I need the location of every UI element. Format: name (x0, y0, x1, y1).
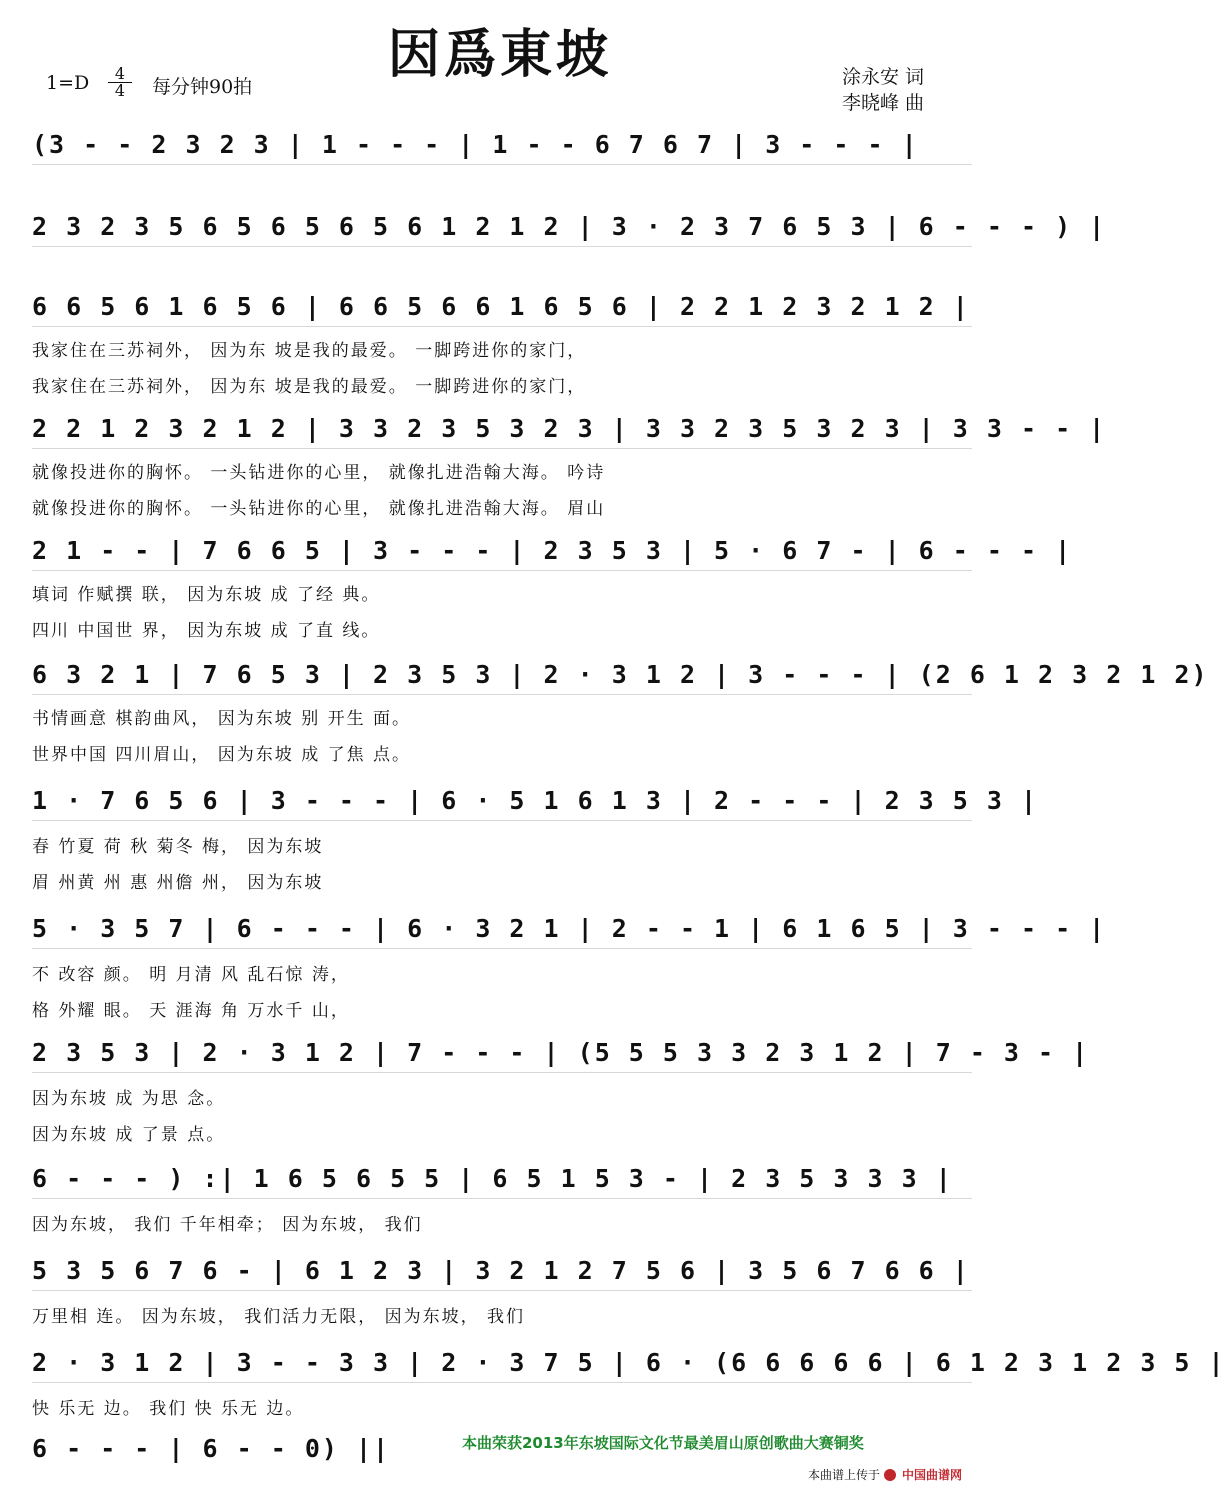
meter-top: 4 (108, 66, 132, 83)
song-title: 因爲東坡 (387, 24, 612, 85)
lyric-line: 快 乐无 边。 我们 快 乐无 边。 (32, 1399, 305, 1419)
tempo-marking: 每分钟90拍 (152, 76, 253, 98)
lyric-verse-1: 不 改容 颜。 明 月清 风 乱石惊 涛， (32, 965, 350, 985)
lyric-verse-1: 填词 作赋撰 联， 因为东坡 成 了经 典。 (32, 585, 381, 605)
time-signature (108, 66, 132, 99)
award-note: 本曲荣获2013年东坡国际文化节最美眉山原创歌曲大赛铜奖 (462, 1434, 864, 1452)
lyric-verse-2: 眉 州黄 州 惠 州儋 州， 因为东坡 (32, 873, 324, 893)
lyric-line: 万里相 连。 因为东坡， 我们活力无限， 因为东坡， 我们 (32, 1307, 526, 1327)
lyric-line: 因为东坡， 我们 千年相牵； 因为东坡， 我们 (32, 1215, 423, 1235)
key-signature: 1=D (46, 72, 90, 94)
lyric-verse-2: 因为东坡 成 了景 点。 (32, 1125, 226, 1145)
lyric-verse-2: 格 外耀 眼。 天 涯海 角 万水千 山， (32, 1001, 350, 1021)
upload-text: 本曲谱上传于 (808, 1468, 881, 1482)
composer-credit: 李晓峰 曲 (842, 92, 925, 114)
lyric-verse-1: 书情画意 棋韵曲风， 因为东坡 别 开生 面。 (32, 709, 412, 729)
notation-line: 6 6 5 6 1 6 5 6 | 6 6 5 6 6 1 6 5 6 | 2 2 1 2 3 2 1 2 | (32, 292, 970, 321)
lyric-verse-1: 就像投进你的胸怀。 一头钻进你的心里， 就像扎进浩翰大海。 吟诗 (32, 463, 606, 483)
notation-line: 5 · 3 5 7 | 6 - - - | 6 · 3 2 1 | 2 - - 1 | 6 1 6 5 | 3 - - - | (32, 914, 1107, 943)
site-logo-icon (884, 1469, 896, 1481)
notation-line: (3 - - 2 3 2 3 | 1 - - - | 1 - - 6 7 6 7 | 3 - - - | (32, 130, 919, 159)
notation-line: 1 · 7 6 5 6 | 3 - - - | 6 · 5 1 6 1 3 | 2 - - - | 2 3 5 3 | (32, 786, 1039, 815)
lyric-verse-2: 世界中国 四川眉山， 因为东坡 成 了焦 点。 (32, 745, 412, 765)
notation-line: 2 3 2 3 5 6 5 6 5 6 5 6 1 2 1 2 | 3 · 2 3 7 6 5 3 | 6 - - - ) | (32, 212, 1107, 241)
site-name-link[interactable]: 中国曲谱网 (902, 1468, 963, 1482)
lyric-verse-2: 就像投进你的胸怀。 一头钻进你的心里， 就像扎进浩翰大海。 眉山 (32, 499, 606, 519)
lyric-verse-1: 我家住在三苏祠外， 因为东 坡是我的最爱。 一脚跨进你的家门， (32, 341, 587, 361)
lyric-verse-1: 春 竹夏 荷 秋 菊冬 梅， 因为东坡 (32, 837, 324, 857)
notation-line: 5 3 5 6 7 6 - | 6 1 2 3 | 3 2 1 2 7 5 6 | 3 5 6 7 6 6 | (32, 1256, 970, 1285)
lyric-verse-1: 因为东坡 成 为思 念。 (32, 1089, 226, 1109)
lyricist-credit: 涂永安 词 (842, 66, 925, 88)
notation-line: 2 1 - - | 7 6 6 5 | 3 - - - | 2 3 5 3 | 5 · 6 7 - | 6 - - - | (32, 536, 1073, 565)
source-footer (808, 1466, 962, 1483)
notation-line: 2 · 3 1 2 | 3 - - 3 3 | 2 · 3 7 5 | 6 · (6 6 6 6 6 | 6 1 2 3 1 2 3 5 | (32, 1348, 1226, 1377)
notation-line: 2 2 1 2 3 2 1 2 | 3 3 2 3 5 3 2 3 | 3 3 2 3 5 3 2 3 | 3 3 - - | (32, 414, 1107, 443)
notation-line: 6 - - - ) :| 1 6 5 6 5 5 | 6 5 1 5 3 - | 2 3 5 3 3 3 | (32, 1164, 953, 1193)
notation-line: 6 - - - | 6 - - 0) || (32, 1434, 391, 1463)
meter-bottom: 4 (114, 81, 126, 100)
lyric-verse-2: 四川 中国世 界， 因为东坡 成 了直 线。 (32, 621, 381, 641)
lyric-verse-2: 我家住在三苏祠外， 因为东 坡是我的最爱。 一脚跨进你的家门， (32, 377, 587, 397)
notation-line: 6 3 2 1 | 7 6 5 3 | 2 3 5 3 | 2 · 3 1 2 | 3 - - - | (2 6 1 2 3 2 1 2) (32, 660, 1209, 689)
notation-line: 2 3 5 3 | 2 · 3 1 2 | 7 - - - | (5 5 5 3 3 2 3 1 2 | 7 - 3 - | (32, 1038, 1090, 1067)
